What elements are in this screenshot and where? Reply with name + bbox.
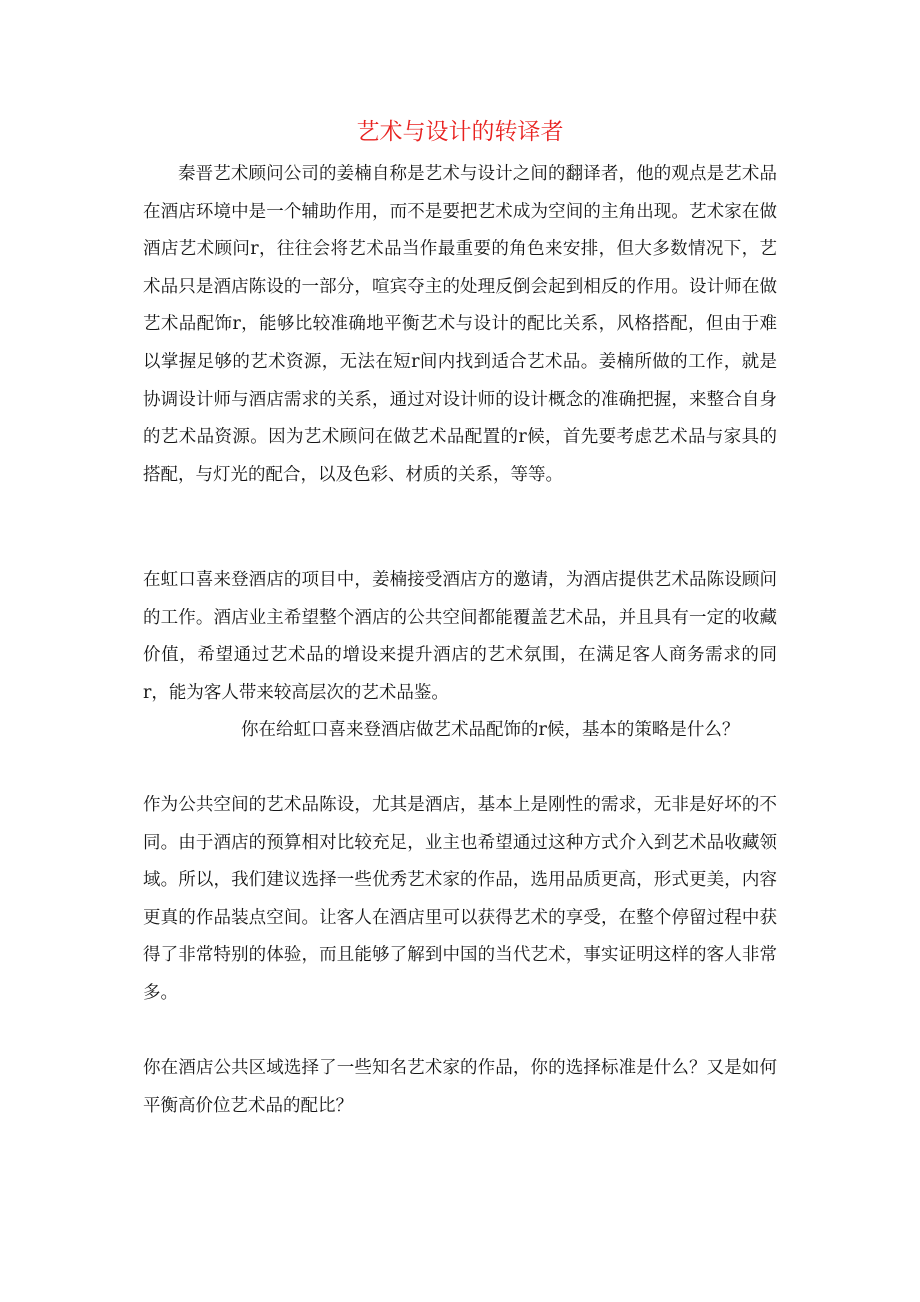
question-strategy: 你在给虹口喜来登酒店做艺术品配饰的r候，基本的策略是什么？ xyxy=(241,720,740,740)
document-title: 艺术与设计的转译者 xyxy=(356,119,564,145)
paragraph-intro: 秦晋艺术顾问公司的姜楠自称是艺术与设计之间的翻译者，他的观点是艺术品在酒店环境中是一个辅助作用，而不是要把艺术成为空间的主角出现。艺术家在做酒店艺术顾问r，往往会将艺术品当作最重要的角色来安排，但大多数情况下，艺术品只是酒店陈设的一部分，喧宾夺主的处理反倒会起到相反的作用。设计师在做艺术品配饰r，能够比较准确地平衡艺术与设计的配比关系，风格搭配，但由于难以掌握足够的艺术资源，无法在短r间内找到适合艺术品。姜楠所做的工作，就是协调设计师与酒店需求的关系，通过对设计师的设计概念的准确把握，来整合自身的艺术品资源。因为艺术顾问在做艺术品配置的r候，首先要考虑艺术品与家具的搭配，与灯光的配合，以及色彩、材质的关系，等等。 xyxy=(143,164,777,485)
question-selection: 你在酒店公共区域选择了一些知名艺术家的作品，你的选择标准是什么？又是如何平衡高价位艺术品的配比？ xyxy=(143,1058,777,1116)
paragraph-project: 在虹口喜来登酒店的项目中，姜楠接受酒店方的邀请，为酒店提供艺术品陈设顾问的工作。酒店业主希望整个酒店的公共空间都能覆盖艺术品，并且具有一定的收藏价值，希望通过艺术品的增设来提升酒店的艺术氛围，在满足客人商务需求的同r，能为客人带来较高层次的艺术品鉴。 xyxy=(143,570,777,703)
answer-strategy: 作为公共空间的艺术品陈设，尤其是酒店，基本上是刚性的需求，无非是好坏的不同。由于酒店的预算相对比较充足，业主也希望通过这种方式介入到艺术品收藏领域。所以，我们建议选择一些优秀艺术家的作品，选用品质更高，形式更美，内容更真的作品装点空间。让客人在酒店里可以获得艺术的享受，在整个停留过程中获得了非常特别的体验，而且能够了解到中国的当代艺术，事实证明这样的客人非常多。 xyxy=(143,795,777,1003)
